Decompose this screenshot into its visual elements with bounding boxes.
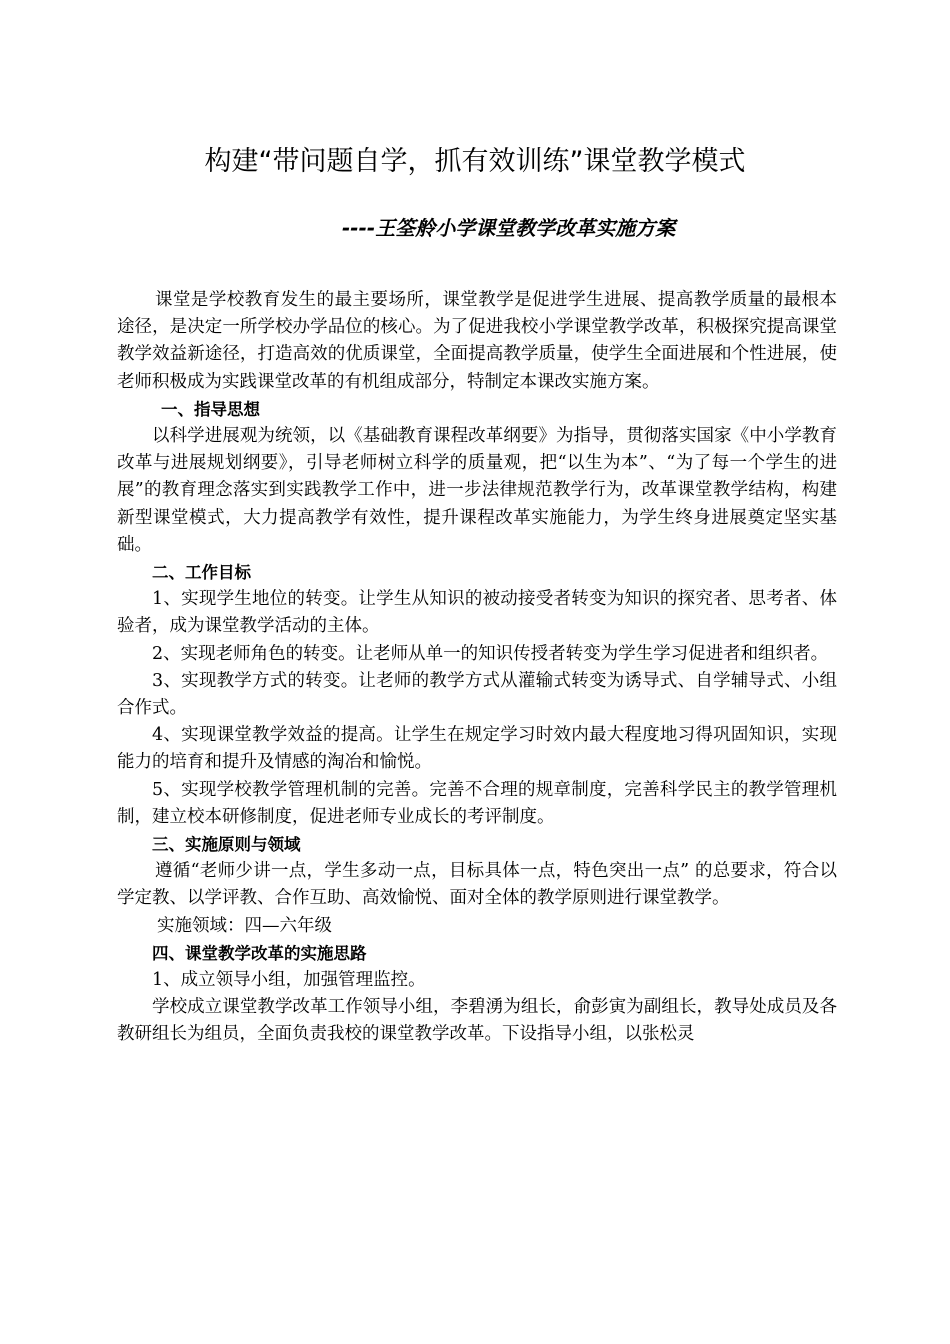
section-4-heading: 四、课堂教学改革的实施思路 <box>152 943 367 963</box>
goal-item: 1、实现学生地位的转变。让学生从知识的被动接受者转变为知识的探究者、思考者、体验者，成为课堂教学活动的主体。 <box>117 589 837 637</box>
section-1-paragraph: 以科学进展观为统领，以《基础教育课程改革纲要》为指导，贯彻落实国家《中小学教育改革与进展规划纲要》，引导老师树立科学的质量观，把“以生为本”、“为了每一个学生的进展”的教育理念落实到实践教学工作中，进一步法律规范教学行为，改革课堂教学结构，构建新型课堂模式，大力提高教学有效性，提升课程改革实施能力，为学生终身进展奠定坚实基础。 <box>117 426 837 555</box>
implementation-scope: 实施领域：四—六年级 <box>157 915 332 936</box>
intro-paragraph: 课堂是学校教育发生的最主要场所，课堂教学是促进学生进展、提高教学质量的最根本途径，是决定一所学校办学品位的核心。为了促进我校小学课堂教学改革，积极探究提高课堂教学效益新途径，打造高效的优质课堂，全面提高教学质量，使学生全面进展和个性进展，使老师积极成为实践课堂改革的有机组成部分，特制定本课改实施方案。 <box>117 290 837 392</box>
goal-item: 5、实现学校教学管理机制的完善。完善不合理的规章制度，完善科学民主的教学管理机制，建立校本研修制度，促进老师专业成长的考评制度。 <box>117 779 837 827</box>
goal-item: 4、实现课堂教学效益的提高。让学生在规定学习时效内最大程度地习得巩固知识，实现能力的培育和提升及情感的淘冶和愉悦。 <box>117 725 837 773</box>
section-4-item-1: 1、成立领导小组，加强管理监控。 <box>152 970 426 991</box>
section-2-heading: 二、工作目标 <box>152 563 251 583</box>
document-body <box>117 287 837 1049</box>
section-3-heading: 三、实施原则与领域 <box>152 835 301 855</box>
section-3-paragraph: 遵循“老师少讲一点，学生多动一点，目标具体一点，特色突出一点” 的总要求，符合以学定教、以学评教、合作互助、高效愉悦、面对全体的教学原则进行课堂教学。 <box>117 861 837 909</box>
section-1-heading: 一、指导思想 <box>161 399 260 419</box>
goal-item: 3、实现教学方式的转变。让老师的教学方式从灌输式转变为诱导式、自学辅导式、小组合作式。 <box>117 670 837 719</box>
document-subtitle: ----王筌舲小学课堂教学改革实施方案 <box>342 216 676 240</box>
document-title: 构建“带问题自学，抓有效训练”课堂教学模式 <box>204 146 746 177</box>
section-4-paragraph: 学校成立课堂教学改革工作领导小组，李碧湧为组长，俞彭寅为副组长，教导处成员及各教研组长为组员，全面负责我校的课堂教学改革。下设指导小组，以张松灵 <box>117 997 837 1045</box>
goal-item: 2、实现老师角色的转变。让老师从单一的知识传授者转变为学生学习促进者和组织者。 <box>152 643 829 664</box>
